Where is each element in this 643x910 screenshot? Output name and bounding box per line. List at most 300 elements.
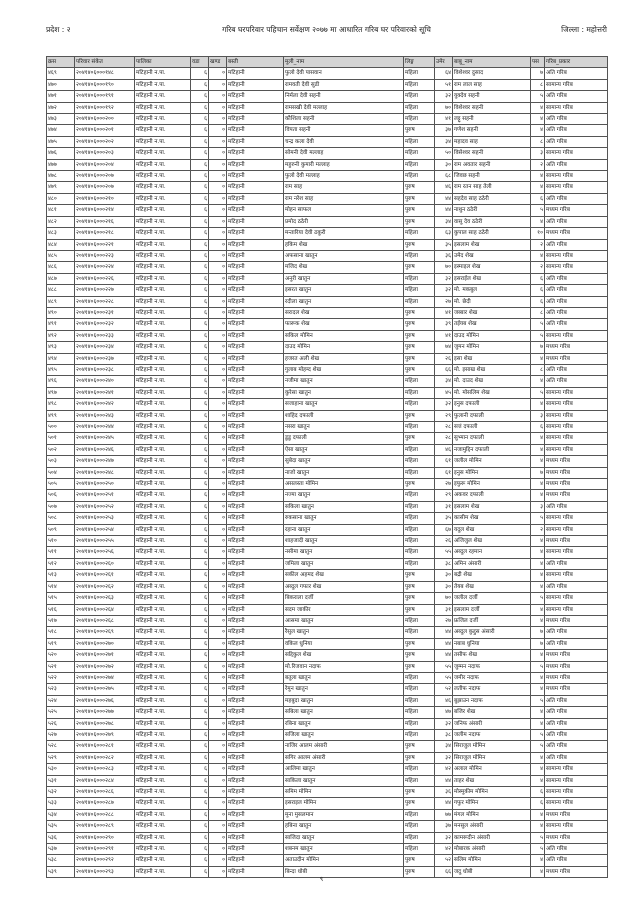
table-cell: ३२ xyxy=(435,718,453,729)
table-cell: ५० xyxy=(435,148,453,159)
table-row xyxy=(47,364,608,375)
table-cell: २०४१४०६०००२०० xyxy=(75,114,135,125)
table-cell: ५३९ xyxy=(47,866,75,877)
table-cell: मटिहानी न.पा. xyxy=(135,718,191,729)
table-cell: २९ xyxy=(435,490,453,501)
table-cell: २०४१४०६०००२०२ xyxy=(75,136,135,147)
table-cell: राम नरेश साह xyxy=(284,193,404,204)
column-header: परिवार संकेत xyxy=(75,57,135,68)
table-cell: ५ xyxy=(531,844,545,855)
table-cell: जुमन मोमिन xyxy=(453,342,531,353)
table-cell: महिला xyxy=(404,148,435,159)
table-cell: ० xyxy=(209,296,227,307)
column-header: पालिका xyxy=(135,57,191,68)
table-cell: ६ xyxy=(191,593,209,604)
table-cell: अति गरिब xyxy=(545,239,608,250)
table-row xyxy=(47,193,608,204)
table-cell: अति गरिब xyxy=(545,114,608,125)
table-cell: ४ xyxy=(531,764,545,775)
table-cell: मटिहानी xyxy=(227,752,284,763)
table-cell: अब्दुल कुद्दुस अंसारी xyxy=(453,627,531,638)
table-cell: मटिहानी xyxy=(227,695,284,706)
table-cell: ० xyxy=(209,764,227,775)
table-cell: ४ xyxy=(531,821,545,832)
table-row xyxy=(47,809,608,820)
table-cell: ० xyxy=(209,695,227,706)
table-row xyxy=(47,832,608,843)
table-cell: २०४१४०६०००२२८ xyxy=(75,296,135,307)
table-cell: ४ xyxy=(531,604,545,615)
table-cell: मटिहानी न.पा. xyxy=(135,832,191,843)
table-body xyxy=(47,68,608,878)
table-cell: सामान्य गरिब xyxy=(545,433,608,444)
table-cell: मटिहानी xyxy=(227,342,284,353)
table-cell: ४९७ xyxy=(47,387,75,398)
table-cell: मटिहानी xyxy=(227,627,284,638)
table-cell: ६ xyxy=(191,479,209,490)
table-cell: जनिफ अंसारी xyxy=(453,718,531,729)
table-cell: अति गरिब xyxy=(545,193,608,204)
table-cell: नसीमा खातुन xyxy=(284,547,404,558)
table-cell: ६ xyxy=(191,307,209,318)
table-cell: अति गरिब xyxy=(545,91,608,102)
table-row xyxy=(47,787,608,798)
table-cell: मध्यम गरिब xyxy=(545,684,608,695)
table-cell: नाजो खातुन xyxy=(284,467,404,478)
table-cell: मोस्मुकीम मोमिन xyxy=(453,787,531,798)
table-cell: २०४१४०६०००२६९ xyxy=(75,627,135,638)
table-cell: २०४१४०६०००२८१ xyxy=(75,741,135,752)
table-cell: पुरुष xyxy=(404,193,435,204)
table-cell: २०४१४०६०००२१६ xyxy=(75,216,135,227)
table-cell: ५२३ xyxy=(47,684,75,695)
table-cell: ५५ xyxy=(435,672,453,683)
table-cell: महिला xyxy=(404,764,435,775)
table-cell: ५१५ xyxy=(47,593,75,604)
table-cell: सद्दिकुल शेख xyxy=(284,650,404,661)
table-cell: ७ xyxy=(531,467,545,478)
table-cell: पुरुष xyxy=(404,604,435,615)
table-cell: यदुल शेख xyxy=(453,524,531,535)
table-cell: ० xyxy=(209,832,227,843)
table-cell: जुम्मन नदाफ xyxy=(453,661,531,672)
table-cell: मटिहानी xyxy=(227,467,284,478)
table-cell: राम लाल साह xyxy=(453,79,531,90)
table-row xyxy=(47,159,608,170)
table-cell: ४८७ xyxy=(47,273,75,284)
table-cell: ६ xyxy=(191,68,209,79)
table-cell: ४६९ xyxy=(47,68,75,79)
table-cell: अति गरिब xyxy=(545,307,608,318)
table-cell: मटिहानी xyxy=(227,866,284,877)
table-cell: ४ xyxy=(531,866,545,877)
table-cell: २ xyxy=(531,239,545,250)
table-cell: मटिहानी न.पा. xyxy=(135,547,191,558)
table-cell: ५२९ xyxy=(47,752,75,763)
table-cell: पुरुष xyxy=(404,353,435,364)
table-cell: बजिर शेख xyxy=(453,707,531,718)
table-cell: सिराजुल मोमिन xyxy=(453,741,531,752)
table-row xyxy=(47,319,608,330)
table-cell: २०४१४०६०००२८६ xyxy=(75,787,135,798)
table-cell: २०४१४०६०००१४८ xyxy=(75,68,135,79)
table-cell: महिला xyxy=(404,707,435,718)
table-cell: ५०३ xyxy=(47,456,75,467)
table-cell: वासु देव ठठेरी xyxy=(453,216,531,227)
table-cell: सामान्य गरिब xyxy=(545,399,608,410)
table-cell: मध्यम गरिब xyxy=(545,832,608,843)
table-cell: ६ xyxy=(191,136,209,147)
table-cell: मटिहानी xyxy=(227,387,284,398)
table-cell: ६ xyxy=(191,273,209,284)
table-cell: ५ xyxy=(531,91,545,102)
table-cell: महिला xyxy=(404,718,435,729)
table-cell: ० xyxy=(209,456,227,467)
table-cell: अति गरिब xyxy=(545,216,608,227)
table-cell: ३२ xyxy=(435,399,453,410)
table-cell: पुरुष xyxy=(404,661,435,672)
table-cell: २०४१४०६०००२४१ xyxy=(75,387,135,398)
table-cell: महुरुनी कुमारी मल्लाह xyxy=(284,159,404,170)
table-cell: ० xyxy=(209,479,227,490)
table-cell: इसरत खातुन xyxy=(284,285,404,296)
table-cell: रुकसाना खातुन xyxy=(284,513,404,524)
table-cell: ४ xyxy=(531,650,545,661)
table-cell: मटिहानी न.पा. xyxy=(135,627,191,638)
table-row xyxy=(47,661,608,672)
table-cell: सगिर आलम अंसारी xyxy=(284,752,404,763)
table-cell: ५५ xyxy=(435,661,453,672)
table-cell: पुरुष xyxy=(404,570,435,581)
table-cell: मध्यम गरिब xyxy=(545,456,608,467)
table-cell: ० xyxy=(209,672,227,683)
table-cell: विसेश्वर सहनी xyxy=(453,148,531,159)
document-title: गरिब घरपरिवार पहिचान सर्वेक्षण २०७७ मा आधारित गरिब घर परिवारको सूचि xyxy=(222,25,431,34)
table-cell: बिन्दा धोबी xyxy=(284,866,404,877)
table-cell: २०४१४०६०००२६४ xyxy=(75,604,135,615)
table-cell: २०४१४०६०००२७० xyxy=(75,638,135,649)
table-cell: ४९५ xyxy=(47,364,75,375)
table-cell: मटिहानी xyxy=(227,273,284,284)
table-cell: ५२४ xyxy=(47,695,75,706)
table-cell: मटिहानी न.पा. xyxy=(135,536,191,547)
table-cell: ३२ xyxy=(435,832,453,843)
table-cell: ० xyxy=(209,399,227,410)
table-cell: तईयब शेख xyxy=(453,319,531,330)
table-cell: मटिहानी न.पा. xyxy=(135,353,191,364)
table-cell: ३९ xyxy=(435,319,453,330)
table-row xyxy=(47,798,608,809)
table-cell: सामान्य गरिब xyxy=(545,148,608,159)
table-cell: ६ xyxy=(191,832,209,843)
table-cell: मटिहानी xyxy=(227,91,284,102)
table-cell: ० xyxy=(209,410,227,421)
table-cell: ० xyxy=(209,342,227,353)
table-row xyxy=(47,627,608,638)
table-cell: सरादल शेख xyxy=(284,307,404,318)
table-cell: ४ xyxy=(531,479,545,490)
table-row xyxy=(47,855,608,866)
table-cell: मटिहानी न.पा. xyxy=(135,661,191,672)
table-row xyxy=(47,547,608,558)
table-cell: ० xyxy=(209,741,227,752)
table-cell: ० xyxy=(209,136,227,147)
table-cell: ६ xyxy=(191,410,209,421)
table-cell: ० xyxy=(209,148,227,159)
table-cell: मो. मोसलिम शेख xyxy=(453,387,531,398)
table-cell: ६ xyxy=(191,102,209,113)
column-header: पस xyxy=(531,57,545,68)
table-cell: २०४१४०६०००१९० xyxy=(75,79,135,90)
page-number: ९ xyxy=(319,875,324,883)
table-cell: फुलानी दफाली xyxy=(453,410,531,421)
table-cell: मटिहानी xyxy=(227,707,284,718)
table-cell: ० xyxy=(209,593,227,604)
table-cell: ४१ xyxy=(435,114,453,125)
table-cell: महिला xyxy=(404,285,435,296)
table-cell: ६ xyxy=(191,570,209,581)
table-cell: नाजिर आलम अंसारी xyxy=(284,741,404,752)
table-cell: लतीफ नदाफ xyxy=(453,684,531,695)
table-cell: मटिहानी xyxy=(227,479,284,490)
table-cell: अति गरिब xyxy=(545,159,608,170)
table-cell: मटिहानी न.पा. xyxy=(135,490,191,501)
table-cell: २०४१४०६०००२९१ xyxy=(75,844,135,855)
table-cell: २ xyxy=(531,524,545,535)
table-cell: ० xyxy=(209,216,227,227)
table-cell: ० xyxy=(209,536,227,547)
table-cell: अब्दुल गफार शेख xyxy=(284,581,404,592)
household-table xyxy=(46,56,608,878)
table-cell: मटिहानी न.पा. xyxy=(135,684,191,695)
district-label: जिल्ला : महोत्तरी xyxy=(561,25,607,34)
table-cell: मटिहानी xyxy=(227,319,284,330)
table-cell: ६ xyxy=(191,433,209,444)
table-cell: मटिहानी xyxy=(227,296,284,307)
table-cell: २०४१४०६०००२४४ xyxy=(75,422,135,433)
table-cell: ४६ xyxy=(435,182,453,193)
table-cell: कुपाल साह ठठेरी xyxy=(453,228,531,239)
table-cell: ० xyxy=(209,604,227,615)
table-cell: मध्यम गरिब xyxy=(545,536,608,547)
table-cell: महिला xyxy=(404,114,435,125)
table-cell: ५ xyxy=(531,741,545,752)
table-cell: मटिहानी न.पा. xyxy=(135,707,191,718)
table-cell: अति गरिब xyxy=(545,273,608,284)
table-cell: ५२० xyxy=(47,650,75,661)
table-cell: मटिहानी न.पा. xyxy=(135,319,191,330)
table-cell: मटिहानी xyxy=(227,307,284,318)
table-row xyxy=(47,102,608,113)
table-cell: ६६ xyxy=(435,364,453,375)
table-cell: ६ xyxy=(191,764,209,775)
table-cell: २०४१४०६०००२०४ xyxy=(75,159,135,170)
table-cell: ६ xyxy=(191,490,209,501)
table-header-row xyxy=(47,57,608,68)
table-cell: गफुर मोमिन xyxy=(453,798,531,809)
table-cell: ६ xyxy=(191,285,209,296)
table-cell: ० xyxy=(209,364,227,375)
table-cell: मटिहानी न.पा. xyxy=(135,809,191,820)
table-cell: अति गरिब xyxy=(545,285,608,296)
table-cell: ० xyxy=(209,661,227,672)
table-cell: ६ xyxy=(191,809,209,820)
table-cell: मध्यम गरिब xyxy=(545,650,608,661)
table-cell: ६ xyxy=(191,729,209,740)
table-cell: ४४ xyxy=(435,205,453,216)
table-cell: कौशिला सहनी xyxy=(284,114,404,125)
table-cell: मटिहानी xyxy=(227,193,284,204)
table-cell: ४८५ xyxy=(47,250,75,261)
table-cell: ६ xyxy=(531,273,545,284)
table-cell: मटिहानी न.पा. xyxy=(135,570,191,581)
table-cell: २०४१४०६०००२६२ xyxy=(75,581,135,592)
table-cell: निर्मला देवी सहनी xyxy=(284,91,404,102)
table-cell: मटिहानी xyxy=(227,410,284,421)
table-cell: मोबारक अंसारी xyxy=(453,844,531,855)
table-cell: मटिहानी xyxy=(227,364,284,375)
table-cell: मटिहानी xyxy=(227,125,284,136)
table-cell: इसा शेख xyxy=(453,353,531,364)
table-cell: मटिहानी xyxy=(227,684,284,695)
table-cell: ४२ xyxy=(435,764,453,775)
table-cell: ३४ xyxy=(435,216,453,227)
table-cell: मटिहानी xyxy=(227,216,284,227)
table-cell: महिला xyxy=(404,273,435,284)
table-cell: ६ xyxy=(191,638,209,649)
table-cell: ० xyxy=(209,787,227,798)
table-cell: मध्यम गरिब xyxy=(545,809,608,820)
table-cell: ३० xyxy=(435,159,453,170)
table-cell: २०४१४०६०००२२३ xyxy=(75,250,135,261)
table-cell: महादव साह xyxy=(453,136,531,147)
table-cell: महिला xyxy=(404,456,435,467)
table-cell: अनुरी खातुन xyxy=(284,273,404,284)
table-cell: मटिहानी न.पा. xyxy=(135,114,191,125)
table-cell: ४ xyxy=(531,171,545,182)
table-cell: ३२ xyxy=(435,273,453,284)
table-cell: ६ xyxy=(191,524,209,535)
table-cell: २७ xyxy=(435,296,453,307)
table-cell: मटिहानी न.पा. xyxy=(135,342,191,353)
table-row xyxy=(47,330,608,341)
table-cell: मध्यम गरिब xyxy=(545,672,608,683)
table-cell: ५१४ xyxy=(47,581,75,592)
table-cell: बुझाउन नदाफ xyxy=(453,695,531,706)
table-cell: इसलाम शेख xyxy=(453,501,531,512)
table-cell: ८ xyxy=(531,307,545,318)
table-cell: २७ xyxy=(435,615,453,626)
table-cell: महिला xyxy=(404,536,435,547)
table-cell: अति गरिब xyxy=(545,638,608,649)
table-cell: शाहिद दफाली xyxy=(284,410,404,421)
table-cell: बद्री शेख xyxy=(453,570,531,581)
table-cell: मटिहानी xyxy=(227,661,284,672)
table-cell: ४७२ xyxy=(47,102,75,113)
table-cell: मटिहानी xyxy=(227,524,284,535)
table-cell: मटिहानी न.पा. xyxy=(135,456,191,467)
table-cell: ६ xyxy=(191,239,209,250)
table-cell: ६ xyxy=(191,467,209,478)
table-cell: मटिहानी xyxy=(227,615,284,626)
table-cell: महिला xyxy=(404,547,435,558)
table-cell: सामान्य गरिब xyxy=(545,764,608,775)
table-cell: ६ xyxy=(191,148,209,159)
table-cell: मटिहानी न.पा. xyxy=(135,695,191,706)
table-cell: हकिम शेख xyxy=(284,239,404,250)
table-row xyxy=(47,513,608,524)
table-cell: ५ xyxy=(531,832,545,843)
table-cell: अति गरिब xyxy=(545,125,608,136)
table-cell: मो. छेदी xyxy=(453,296,531,307)
table-cell: ६ xyxy=(531,798,545,809)
table-cell: ६ xyxy=(191,866,209,877)
table-cell: ६ xyxy=(191,444,209,455)
table-cell: ० xyxy=(209,490,227,501)
table-cell: ५३६ xyxy=(47,832,75,843)
table-cell: सत्तं दफाली xyxy=(453,422,531,433)
table-cell: २०४१४०६०००२७९ xyxy=(75,729,135,740)
table-cell: ५ xyxy=(531,513,545,524)
table-cell: ४ xyxy=(531,672,545,683)
table-cell: राम रतन साह तेली xyxy=(453,182,531,193)
table-cell: मटिहानी न.पा. xyxy=(135,376,191,387)
table-cell: ५३१ xyxy=(47,775,75,786)
table-cell: मटिहानी न.पा. xyxy=(135,239,191,250)
table-cell: मटिहानी न.पा. xyxy=(135,593,191,604)
table-cell: ० xyxy=(209,273,227,284)
table-cell: ४ xyxy=(531,353,545,364)
table-cell: मटिहानी न.पा. xyxy=(135,581,191,592)
table-cell: मटिहानी न.पा. xyxy=(135,558,191,569)
table-cell: विशेश्वर सहनी xyxy=(453,102,531,113)
table-cell: राम साह xyxy=(284,182,404,193)
table-cell: मटिहानी न.पा. xyxy=(135,672,191,683)
table-cell: ६ xyxy=(191,615,209,626)
table-cell: मटिहानी न.पा. xyxy=(135,273,191,284)
table-cell: ० xyxy=(209,513,227,524)
table-cell: ४ xyxy=(531,444,545,455)
table-cell: ५२८ xyxy=(47,741,75,752)
table-cell: मध्यम गरिब xyxy=(545,615,608,626)
table-cell: विपता सहनी xyxy=(284,125,404,136)
table-cell: ३४ xyxy=(435,741,453,752)
table-cell: इसलाम शेख xyxy=(453,239,531,250)
table-cell: मटिहानी xyxy=(227,809,284,820)
table-cell: ३२ xyxy=(435,752,453,763)
table-cell: ० xyxy=(209,228,227,239)
table-cell: पुरुष xyxy=(404,307,435,318)
table-cell: २८ xyxy=(435,433,453,444)
table-cell: अति गरिब xyxy=(545,68,608,79)
table-cell: सामान्य गरिब xyxy=(545,787,608,798)
table-cell: २०४१४०६०००२२७ xyxy=(75,285,135,296)
table-cell: पुरुष xyxy=(404,593,435,604)
table-cell: इसराइल मोमिन xyxy=(284,798,404,809)
table-cell: ५०६ xyxy=(47,490,75,501)
table-cell: इनुस मोमिन xyxy=(453,467,531,478)
table-cell: फुलो देवी मल्लाह xyxy=(284,171,404,182)
table-cell: अति गरिब xyxy=(545,627,608,638)
table-cell: अति गरिब xyxy=(545,695,608,706)
table-cell: ४ xyxy=(531,684,545,695)
table-cell: मध्यम गरिब xyxy=(545,866,608,877)
table-cell: ६ xyxy=(191,250,209,261)
table-row xyxy=(47,205,608,216)
table-cell: ६ xyxy=(191,205,209,216)
table-cell: ४९८ xyxy=(47,399,75,410)
table-cell: ५ xyxy=(531,661,545,672)
